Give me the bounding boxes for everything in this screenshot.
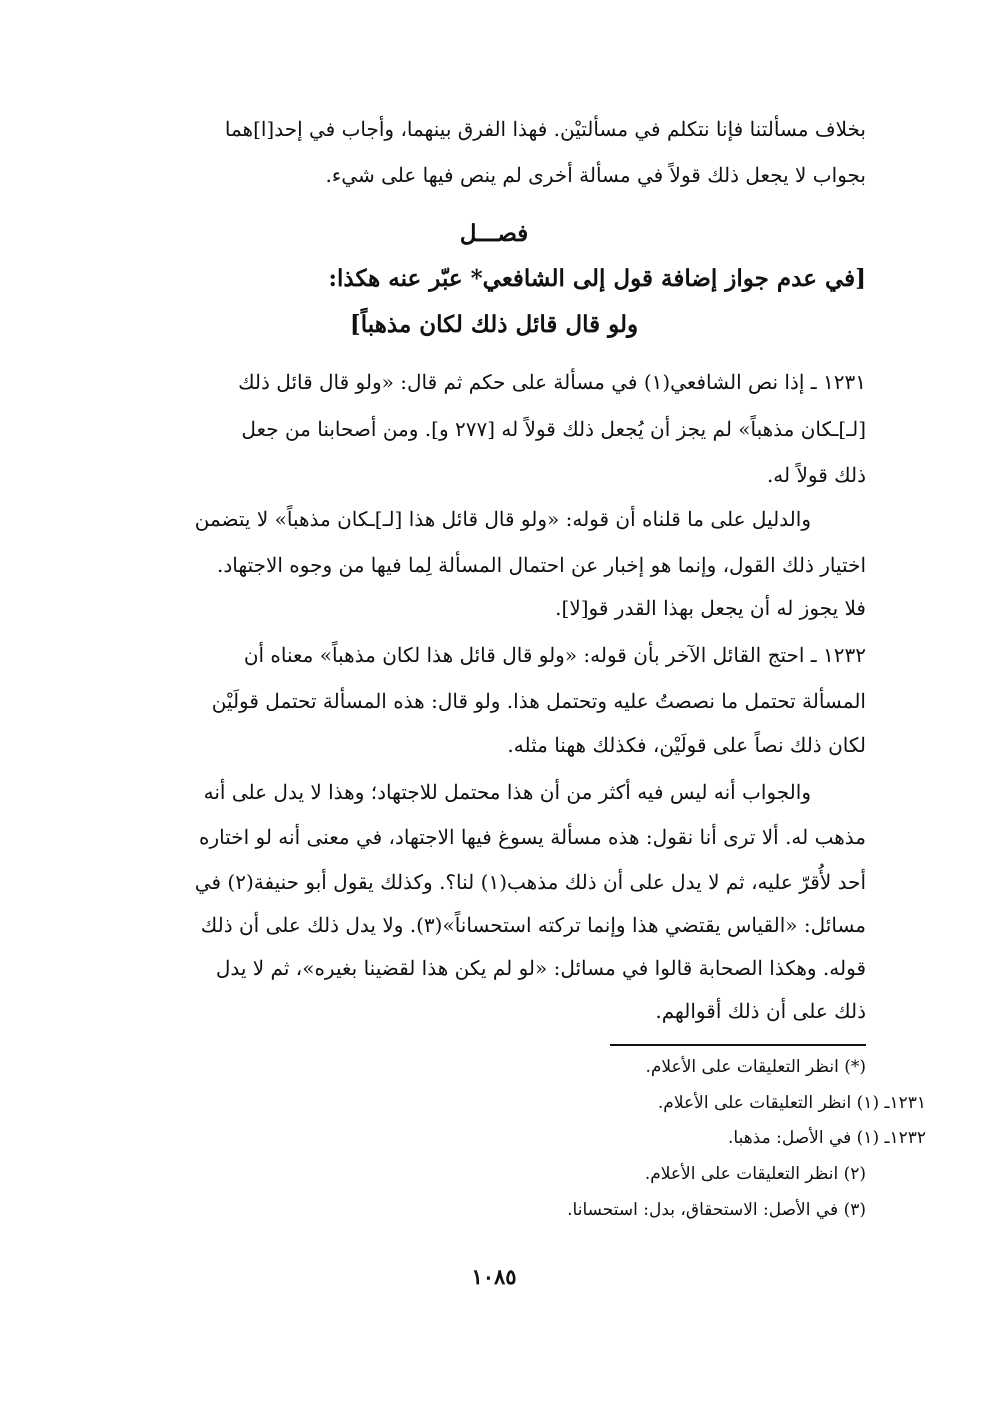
footnote-3: ١٢٣٢ـ (١) في الأصل: مذهبا. [727,1128,926,1148]
body-line-12: أحد لأُقرّ عليه، ثم لا يدل على أن ذلك مذهب(١) لنا؟. وكذلك يقول أبو حنيفة(٢) في [194,870,866,894]
footnote-1: (*) انظر التعليقات على الأعلام. [645,1057,866,1077]
body-line-11: مذهب له. ألا ترى أنا نقول: هذه مسألة يسوغ فيها الاجتهاد، في معنى أنه لو اختاره [198,825,866,849]
body-line-14: قوله. وهكذا الصحابة قالوا في مسائل: «لو لم يكن هذا لقضينا بغيره»، ثم لا يدل [215,956,866,980]
heading-line-1: [في عدم جواز إضافة قول إلى الشافعي* عبّر عنه هكذا: [328,265,866,292]
footnote-divider [610,1044,866,1046]
page-number: ١٠٨٥ [471,1264,517,1289]
body-line-7: ١٢٣٢ ـ احتج القائل الآخر بأن قوله: «ولو قال قائل هذا لكان مذهباً» معناه أن [243,643,866,667]
body-line-8: المسألة تحتمل ما نصصتُ عليه وتحتمل هذا. ولو قال: هذه المسألة تحتمل قولَيْن [211,689,866,713]
body-line-4: والدليل على ما قلناه أن قوله: «ولو قال قائل هذا [لـ]ـكان مذهباً» لا يتضمن [194,507,811,531]
body-line-1: ١٢٣١ ـ إذا نص الشافعي(١) في مسألة على حكم ثم قال: «ولو قال قائل ذلك [238,370,866,394]
intro-line-1: بخلاف مسألتنا فإنا نتكلم في مسألتيْن. فهذا الفرق بينهما، وأجاب في إحد[ا]هما [224,117,866,141]
footnote-5: (٣) في الأصل: الاستحقاق، بدل: استحسانا. [567,1200,866,1220]
heading-line-2: ولو قال قائل ذلك لكان مذهباً] [349,311,639,338]
footnote-4: (٢) انظر التعليقات على الأعلام. [644,1164,866,1184]
body-line-3: ذلك قولاً له. [766,463,866,487]
intro-line-2: بجواب لا يجعل ذلك قولاً في مسألة أخرى لم ينص فيها على شيء. [325,163,866,187]
body-line-2: [لـ]ـكان مذهباً» لم يجز أن يُجعل ذلك قولاً له [٢٧٧ و]. ومن أصحابنا من جعل [241,417,866,441]
body-line-15: ذلك على أن ذلك أقوالهم. [655,999,866,1023]
body-line-13: مسائل: «القياس يقتضي هذا وإنما تركته استحساناً»(٣). ولا يدل ذلك على أن ذلك [200,913,866,937]
section-label: فصـــل [459,220,529,247]
body-line-6: فلا يجوز له أن يجعل بهذا القدر قو[لا]. [555,596,866,620]
footnote-2: ١٢٣١ـ (١) انظر التعليقات على الأعلام. [657,1093,926,1113]
body-line-9: لكان ذلك نصاً على قولَيْن، فكذلك ههنا مثله. [507,733,866,757]
body-line-10: والجواب أنه ليس فيه أكثر من أن هذا محتمل للاجتهاد؛ وهذا لا يدل على أنه [203,780,811,804]
body-line-5: اختيار ذلك القول، وإنما هو إخبار عن احتمال المسألة لِما فيها من وجوه الاجتهاد. [217,553,866,577]
